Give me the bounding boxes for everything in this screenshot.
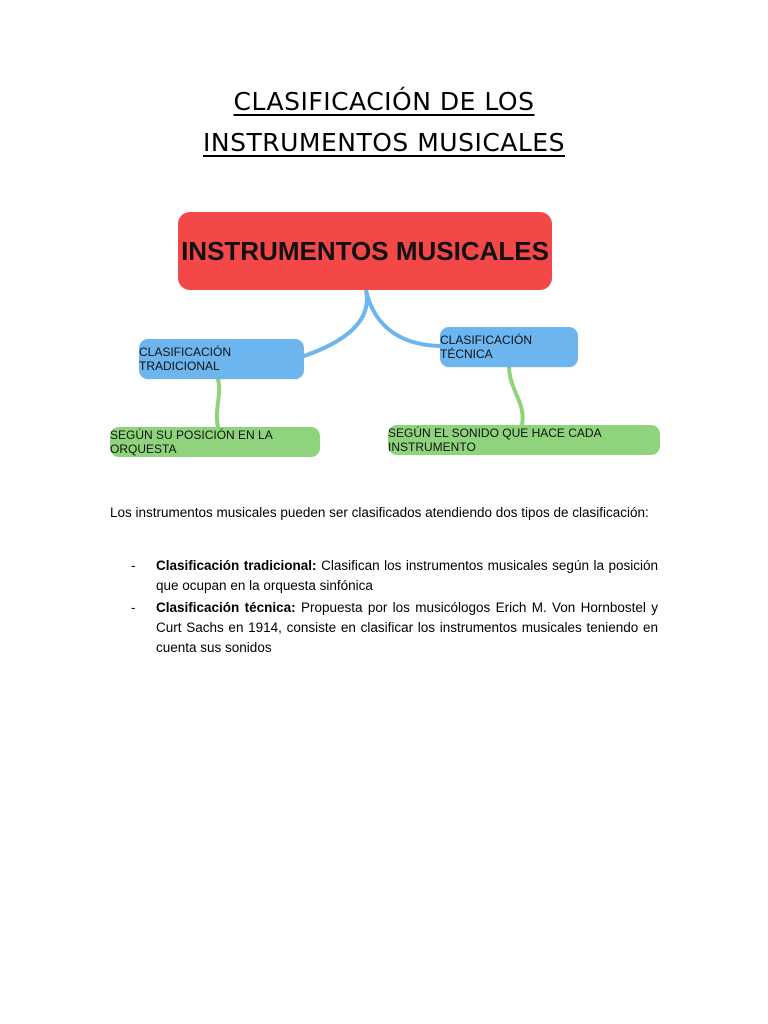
connector-tecnica-to-sonido <box>509 367 523 425</box>
list-item-term: Clasificación técnica: <box>156 600 296 615</box>
document-title-line-1: CLASIFICACIÓN DE LOS <box>233 87 535 116</box>
document-title-line-2: INSTRUMENTOS MUSICALES <box>203 128 565 157</box>
mindmap-node-clasificacion-tecnica: CLASIFICACIÓN TÉCNICA <box>440 327 578 367</box>
list-item-term: Clasificación tradicional: <box>156 558 317 573</box>
list-dash: - <box>131 600 136 615</box>
intro-paragraph: Los instrumentos musicales pueden ser clasificados atendiendo dos tipos de clasificación: <box>110 505 649 520</box>
list-item <box>110 598 658 658</box>
list-item-text: Clasifican los instrumentos musicales según la posición que ocupan en la orquesta sinfónica <box>156 558 659 593</box>
list-item <box>110 556 658 596</box>
connector-root-to-traditional <box>304 290 367 356</box>
mindmap-node-sonido-instrumento: SEGÚN EL SONIDO QUE HACE CADA INSTRUMENTO <box>388 425 660 455</box>
connector-traditional-to-orquesta <box>217 379 219 427</box>
list-dash: - <box>131 558 136 573</box>
mindmap-node-clasificacion-tradicional: CLASIFICACIÓN TRADICIONAL <box>139 339 304 379</box>
mindmap-node-posicion-orquesta: SEGÚN SU POSICIÓN EN LA ORQUESTA <box>110 427 320 457</box>
connector-root-to-tecnica <box>366 290 440 346</box>
mindmap-root-node: INSTRUMENTOS MUSICALES <box>178 212 552 290</box>
list-item-text: Propuesta por los musicólogos Erich M. Von Hornbostel y Curt Sachs en 1914, consiste en clasificar los instrumentos musicales teniendo en cuenta sus sonidos <box>156 600 658 655</box>
classification-list <box>110 556 658 660</box>
